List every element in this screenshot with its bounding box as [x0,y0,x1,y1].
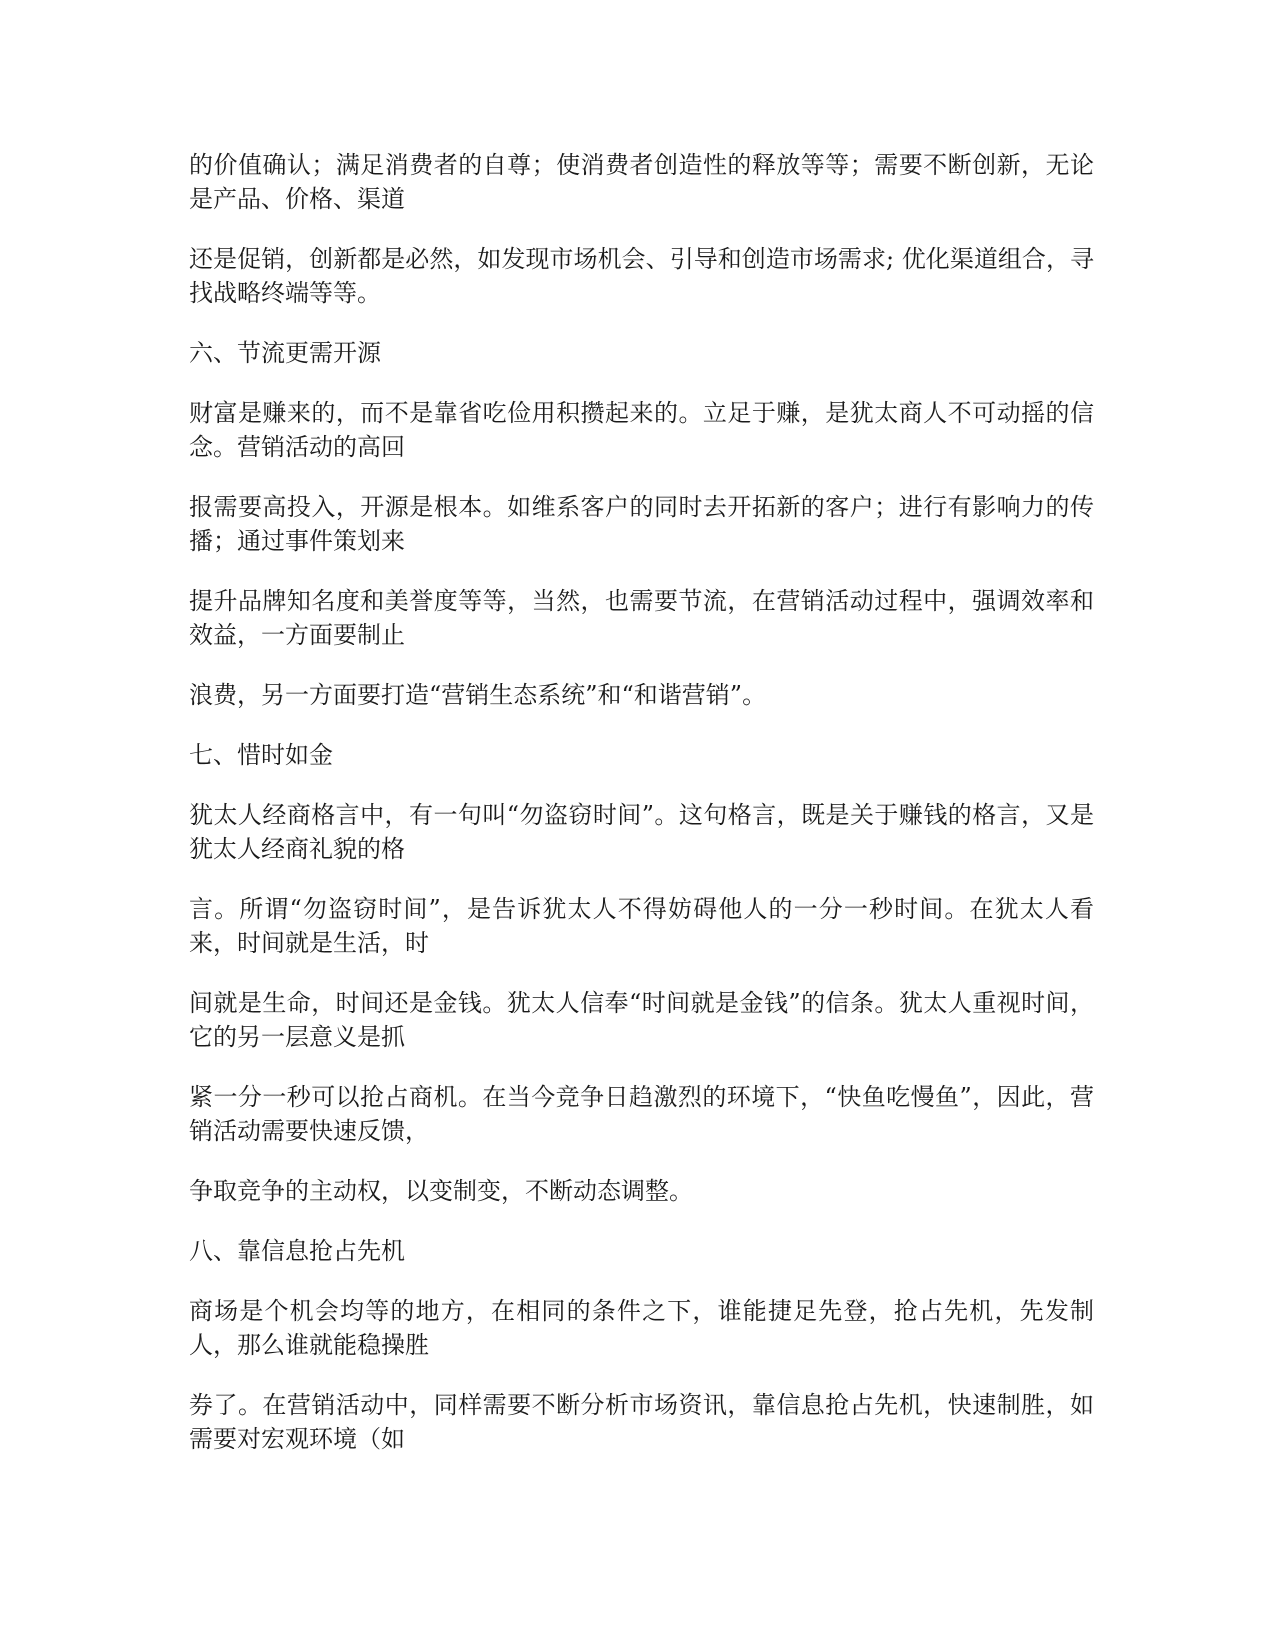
paragraph: 商场是个机会均等的地方，在相同的条件之下，谁能捷足先登，抢占先机，先发制人，那么谁就能稳操胜 [189,1297,1094,1359]
paragraph: 财富是赚来的，而不是靠省吃俭用积攒起来的。立足于赚，是犹太商人不可动摇的信念。营销活动的高回 [189,399,1094,461]
paragraph: 提升品牌知名度和美誉度等等，当然，也需要节流，在营销活动过程中，强调效率和效益，一方面要制止 [189,587,1094,649]
paragraph: 的价值确认；满足消费者的自尊；使消费者创造性的释放等等；需要不断创新，无论是产品、价格、渠道 [189,151,1094,213]
paragraph: 间就是生命，时间还是金钱。犹太人信奉“时间就是金钱”的信条。犹太人重视时间，它的另一层意义是抓 [189,989,1094,1051]
paragraph: 券了。在营销活动中，同样需要不断分析市场资讯，靠信息抢占先机，快速制胜，如需要对宏观环境（如 [189,1391,1094,1453]
section-heading: 八、靠信息抢占先机 [189,1237,405,1265]
document-body [189,148,1094,1482]
section-heading: 七、惜时如金 [189,741,333,769]
section-heading: 六、节流更需开源 [189,339,381,367]
paragraph: 争取竞争的主动权，以变制变，不断动态调整。 [189,1177,693,1205]
paragraph: 紧一分一秒可以抢占商机。在当今竞争日趋激烈的环境下，“快鱼吃慢鱼”，因此，营销活动需要快速反馈， [189,1083,1094,1145]
paragraph: 浪费，另一方面要打造“营销生态系统”和“和谐营销”。 [189,681,767,709]
paragraph: 犹太人经商格言中，有一句叫“勿盗窃时间”。这句格言，既是关于赚钱的格言，又是犹太人经商礼貌的格 [189,801,1094,863]
paragraph: 还是促销，创新都是必然，如发现市场机会、引导和创造市场需求; 优化渠道组合，寻找战略终端等等。 [189,245,1094,307]
paragraph: 言。所谓“勿盗窃时间”，是告诉犹太人不得妨碍他人的一分一秒时间。在犹太人看来，时间就是生活，时 [189,895,1094,957]
paragraph: 报需要高投入，开源是根本。如维系客户的同时去开拓新的客户；进行有影响力的传播；通过事件策划来 [189,493,1094,555]
